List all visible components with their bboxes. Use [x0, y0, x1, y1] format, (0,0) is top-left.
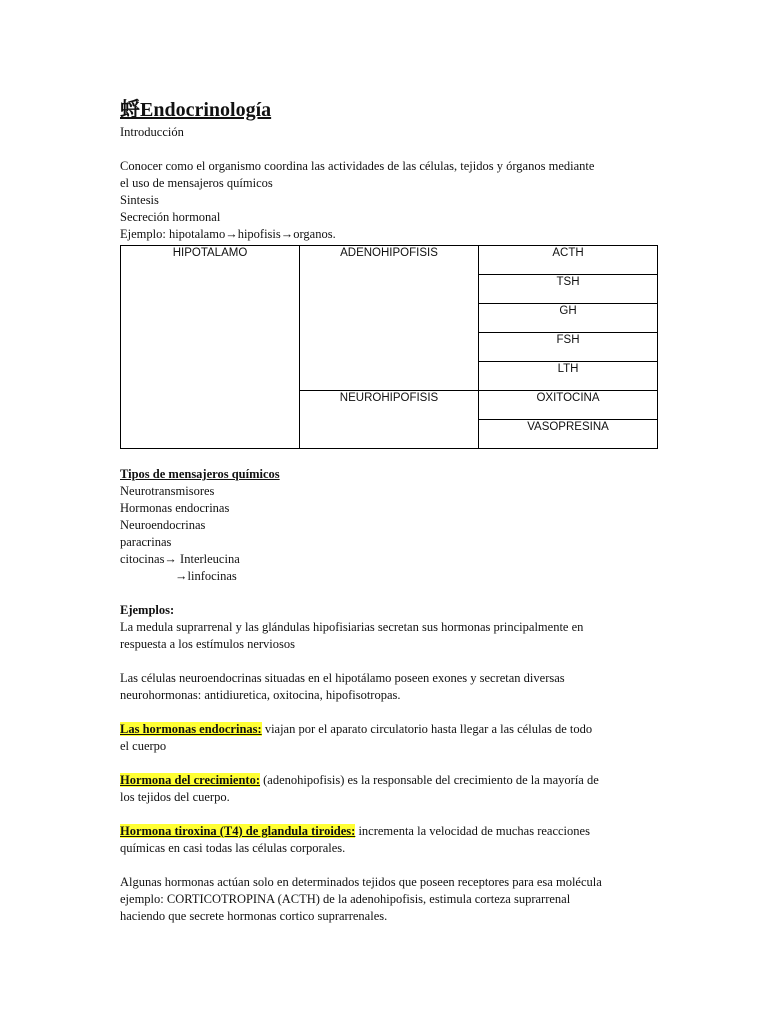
list-item: citocinas→ Interleucina [120, 552, 240, 566]
ejemplos-heading: Ejemplos: [120, 603, 175, 617]
ejemplos-p2-line-1: Las células neuroendocrinas situadas en el hipotálamo poseen exones y secretan diversas [120, 671, 565, 685]
ejemplos-p4-line-1 [120, 772, 660, 789]
intro-item-sintesis: Sintesis [120, 193, 159, 207]
table-cell-hormone: VASOPRESINA [479, 420, 658, 449]
table-cell-hormone: ACTH [479, 246, 658, 275]
ejemplos-p3-line-2: el cuerpo [120, 739, 167, 753]
ejemplos-p2-line-2: neurohormonas: antidiuretica, oxitocina, hipofisotropas. [120, 688, 401, 702]
table-cell-hormone: LTH [479, 362, 658, 391]
list-sub-item: →linfocinas [175, 569, 237, 583]
ejemplos-p6-line-1: Algunas hormonas actúan solo en determinados tejidos que poseen receptores para esa molécula [120, 875, 602, 889]
paragraph-text: incrementa la velocidad de muchas reacciones [355, 824, 590, 838]
ejemplos-p3-line-1 [120, 721, 660, 738]
table-cell-neurohipofisis: NEUROHIPOFISIS [300, 391, 479, 449]
hormone-table [120, 245, 658, 449]
intro-paragraph-line-2: el uso de mensajeros químicos [120, 176, 273, 190]
document-body [120, 96, 660, 925]
paragraph-text: viajan por el aparato circulatorio hasta llegar a las células de todo [261, 722, 593, 736]
table-row [121, 246, 658, 275]
list-item: paracrinas [120, 535, 172, 549]
paragraph-text: (adenohipofisis) es la responsable del crecimiento de la mayoría de [260, 773, 599, 787]
ejemplos-p5-line-2: químicas en casi todas las células corporales. [120, 841, 346, 855]
ejemplos-p6-line-3: haciendo que secrete hormonas cortico suprarrenales. [120, 909, 388, 923]
list-item: Hormonas endocrinas [120, 501, 230, 515]
table-cell-hormone: GH [479, 304, 658, 333]
table-cell-hipotalamo: HIPOTALAMO [121, 246, 300, 449]
ejemplos-p1-line-2: respuesta a los estímulos nerviosos [120, 637, 295, 651]
ejemplos-p6-line-2: ejemplo: CORTICOTROPINA (ACTH) de la adenohipofisis, estimula corteza suprarrenal [120, 892, 571, 906]
intro-heading: Introducción [120, 125, 184, 139]
tipos-heading: Tipos de mensajeros químicos [120, 467, 280, 481]
ejemplos-p5-line-1 [120, 823, 660, 840]
table-cell-hormone: FSH [479, 333, 658, 362]
ejemplos-p1-line-1: La medula suprarrenal y las glándulas hipofisiarias secretan sus hormonas principalmente en [120, 620, 584, 634]
highlight-term: Las hormonas endocrinas: [120, 722, 262, 736]
table-cell-adenohipofisis: ADENOHIPOFISIS [300, 246, 479, 391]
intro-paragraph-line-1: Conocer como el organismo coordina las actividades de las células, tejidos y órganos mediante [120, 159, 595, 173]
page-title: 蛶Endocrinología [120, 99, 272, 121]
table-cell-hormone: TSH [479, 275, 658, 304]
list-item: Neuroendocrinas [120, 518, 206, 532]
list-item: Neurotransmisores [120, 484, 215, 498]
highlight-term: Hormona del crecimiento: [120, 773, 261, 787]
intro-item-secrecion: Secreción hormonal [120, 210, 221, 224]
example-line: Ejemplo: hipotalamo→hipofisis→organos. [120, 227, 336, 241]
highlight-term: Hormona tiroxina (T4) de glandula tiroides: [120, 824, 356, 838]
ejemplos-p4-line-2: los tejidos del cuerpo. [120, 790, 230, 804]
table-cell-hormone: OXITOCINA [479, 391, 658, 420]
